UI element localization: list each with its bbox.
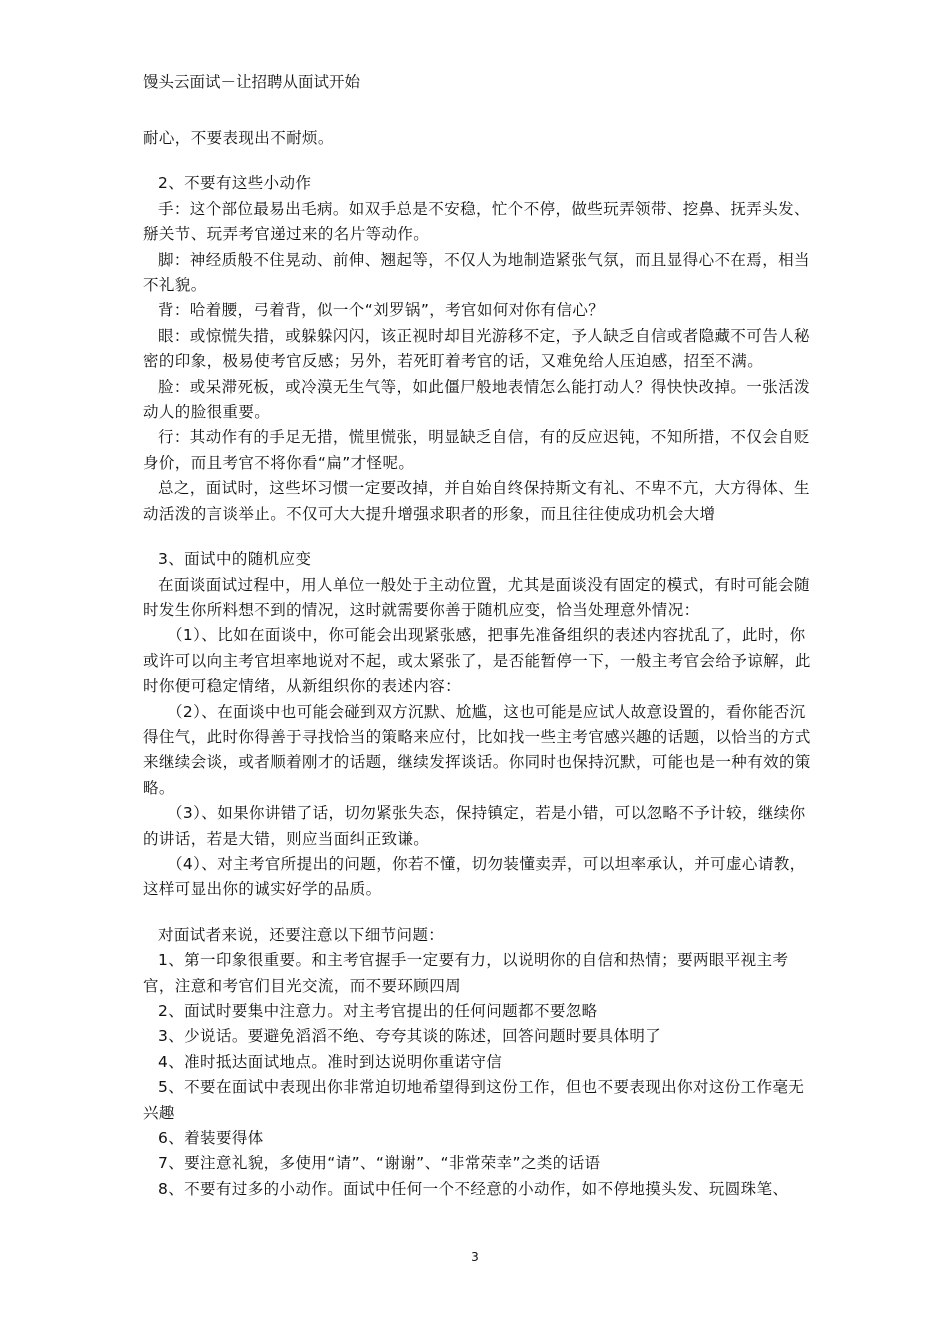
list-item: 3、少说话。要避免滔滔不绝、夸夸其谈的陈述，回答问题时要具体明了 (158, 1027, 662, 1046)
paragraph: 耐心，不要表现出不耐烦。 (143, 129, 334, 147)
paragraph: 脚：神经质般不住晃动、前伸、翘起等，不仅人为地制造紧张气氛，而且显得心不在焉，相当不礼貌。 (143, 250, 810, 295)
paragraph: 手：这个部位最易出毛病。如双手总是不安稳，忙个不停，做些玩弄领带、挖鼻、抚弄头发、掰关节、玩弄考官递过来的名片等动作。 (143, 199, 810, 244)
paragraph: 眼：或惊慌失措，或躲躲闪闪，该正视时却目光游移不定，予人缺乏自信或者隐藏不可告人秘密的印象，极易使考官反感；另外，若死盯着考官的话，又难免给人压迫感，招至不满。 (143, 326, 810, 371)
paragraph: 背：哈着腰，弓着背，似一个“刘罗锅”，考官如何对你有信心？ (158, 301, 605, 320)
list-item: 6、着装要得体 (158, 1129, 264, 1148)
list-item: 5、不要在面试中表现出你非常迫切地希望得到这份工作，但也不要表现出你对这份工作毫无兴趣 (143, 1078, 805, 1122)
list-item: 8、不要有过多的小动作。面试中任何一个不经意的小动作，如不停地摸头发、玩圆珠笔、 (158, 1179, 789, 1198)
paragraph: 在面谈面试过程中，用人单位一般处于主动位置，尤其是面谈没有固定的模式，有时可能会随时发生你所料想不到的情况，这时就需要你善于随机应变，恰当处理意外情况： (143, 575, 810, 619)
paragraph: 对面试者来说，还要注意以下细节问题： (158, 925, 445, 944)
list-item: （4）、对主考官所提出的问题，你若不懂，切勿装懂卖弄，可以坦率承认，并可虚心请教，这样可显出你的诚实好学的品质。 (143, 854, 806, 899)
page-header: 馒头云面试－让招聘从面试开始 (143, 73, 361, 91)
list-item: （1）、比如在面谈中，你可能会出现紧张感，把事先准备组织的表述内容扰乱了，此时，你或许可以向主考官坦率地说对不起，或太紧张了，是否能暂停一下，一般主考官会给予谅解，此时你便可稳定情绪，从新组织你的表述内容： (143, 626, 811, 696)
list-item: 2、面试时要集中注意力。对主考官提出的任何问题都不要忽略 (158, 1002, 598, 1020)
paragraph: 行：其动作有的手足无措，慌里慌张，明显缺乏自信，有的反应迟钝，不知所措，不仅会自贬身价，而且考官不将你看“扁”才怪呢。 (143, 428, 810, 472)
list-item: 1、第一印象很重要。和主考官握手一定要有力，以说明你的自信和热情；要两眼平视主考官，注意和考官们目光交流，而不要环顾四周 (143, 951, 789, 995)
list-item: （3）、如果你讲错了话，切勿紧张失态，保持镇定，若是小错，可以忽略不予计较，继续你的讲话，若是大错，则应当面纠正致谦。 (143, 804, 806, 848)
document-body (143, 126, 811, 1202)
section-heading: 3、面试中的随机应变 (158, 550, 312, 569)
paragraph: 脸：或呆滞死板，或冷漠无生气等，如此僵尸般地表情怎么能打动人？得快快改掉。一张活泼动人的脸很重要。 (143, 377, 810, 422)
paragraph: 总之，面试时，这些坏习惯一定要改掉，并自始自终保持斯文有礼、不卑不亢，大方得体、生动活泼的言谈举止。不仅可大大提升增强求职者的形象，而且往往使成功机会大增 (143, 479, 810, 523)
list-item: 7、要注意礼貌，多使用“请”、“谢谢”、“非常荣幸”之类的话语 (158, 1154, 601, 1173)
list-item: 4、准时抵达面试地点。准时到达说明你重诺守信 (158, 1052, 503, 1071)
list-item: （2）、在面谈中也可能会碰到双方沉默、尬尴，这也可能是应试人故意设置的，看你能否沉得住气，此时你得善于寻找恰当的策略来应付，比如找一些主考官感兴趣的话题，以恰当的方式来继续会谈，或者顺着刚才的话题，继续发挥谈话。你同时也保持沉默，可能也是一种有效的策略。 (143, 702, 811, 797)
page-number: 3 (471, 1250, 479, 1264)
section-heading: 2、不要有这些小动作 (158, 174, 312, 193)
